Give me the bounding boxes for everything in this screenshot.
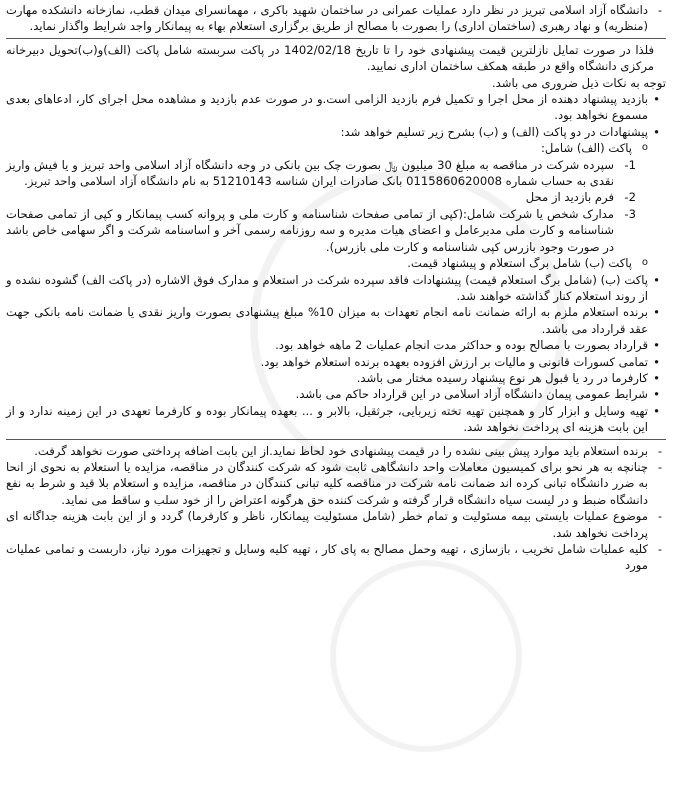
divider xyxy=(6,38,666,39)
rule-item: - کلیه عملیات شامل تخریب ، بازسازی ، تهیه وحمل مصالح به پای کار ، تهیه کلیه وسایل و تجهیزات مورد نیاز، داربست و تمامی عملیات مورد xyxy=(6,541,666,574)
packet-a-item xyxy=(6,189,666,205)
rule-item: • برنده استعلام ملزم به ارائه ضمانت نامه انجام تعهدات به میزان 10% مبلغ پیشنهادی بصورت واریز نقدی یا ضمانت نامه بانکی جهت عقد قرارداد می باشد. xyxy=(6,304,666,337)
packet-a-item xyxy=(6,157,666,190)
rule-item: - چنانچه به هر نحو برای کمیسیون معاملات واحد دانشگاهی ثابت شود که شرکت کنندگان در مناقصه، مزایده یا استعلام به نحوی از انحا به ضرر دانشگاه تبانی کرده اند ضمانت نامه شرکت در مناقصه کلیه تبانی کنندگان در مناقصه، مزایده و استعلام بلا قید و شرط به نفع دانشگاه ضبط و در لیست سیاه دانشگاه قرار گرفته و شرکت کننده حق هرگونه اعتراض را از خود سلب و ساقط می نماید. xyxy=(6,459,666,508)
divider xyxy=(6,439,666,440)
packet-a-item xyxy=(6,206,666,255)
packet-a-item-number: 3- xyxy=(624,206,636,221)
packet-a-title: o پاکت (الف) شامل: xyxy=(6,140,666,156)
rule-item: • قرارداد بصورت با مصالح بوده و حداکثر مدت انجام عملیات 2 ماهه خواهد بود. xyxy=(6,337,666,353)
packets-rule: • پیشنهادات در دو پاکت (الف) و (ب) بشرح زیر تسلیم خواهد شد: xyxy=(6,124,666,140)
rule-item: • تمامی کسورات قانونی و مالیات بر ارزش افزوده بعهده برنده استعلام خواهد بود. xyxy=(6,354,666,370)
packet-a-item-text: مدارک شخص یا شرکت شامل:(کپی از تمامی صفحات شناسنامه و کارت ملی و پروانه کسب پیمانکار و کپی از تمامی صفحات شناسنامه و کارت ملی مدیرعامل و اعضای هیات مدیره و سه روزنامه رسمی آخر و اساسنامه شرکت و اگر سهامی خاص باشد در صورت وجود بازرس کپی شناسنامه و کارت ملی بازرس). xyxy=(6,206,614,254)
packet-a-item-text: فرم بازدید از محل xyxy=(525,190,614,205)
visit-rule: • بازدید پیشنهاد دهنده از محل اجرا و تکمیل فرم بازدید الزامی است.و در صورت عدم بازدید و مشاهده محل اجرای کار، ادعاهای بعدی مسموع نخواهد بود. xyxy=(6,91,666,124)
rule-item: • پاکت (ب) (شامل برگ استعلام قیمت) پیشنهادات فاقد سپرده شرکت در استعلام و مدارک فوق الاشاره (در پاکت الف) گشوده نشده و از روند استعلام کنار گذاشته خواهند شد. xyxy=(6,272,666,305)
rule-item: - موضوع عملیات بایستی بیمه مسئولیت و تمام خطر (شامل مسئولیت پیمانکار، ناظر و کارفرما) گردد و از این بابت هزینه جداگانه ای پرداخت نخواهد شد. xyxy=(6,508,666,541)
rule-item: • تهیه وسایل و ابزار کار و همچنین تهیه تخته زیربایی، جرثقیل، بالابر و ... بعهده پیمانکار بوده و کارفرما تعهدی در این زمینه ندارد و از این بابت هزینه ای پرداخت نخواهد شد. xyxy=(6,403,666,436)
rule-item: • کارفرما در رد یا قبول هر نوع پیشنهاد رسیده مختار می باشد. xyxy=(6,370,666,386)
deadline-paragraph: فلذا در صورت تمایل نازلترین قیمت پیشنهادی خود را تا تاریخ 1402/02/18 در پاکت سربسته شامل پاکت (الف)و(ب)تحویل دبیرخانه مرکزی دانشگاه واقع در طبقه همکف ساختمان اداری نمایید. xyxy=(6,42,655,74)
intro-paragraph: - دانشگاه آزاد اسلامی تبریز در نظر دارد عملیات عمرانی در ساختمان شهید باکری ، مهمانسرای میدان قطب، نمازخانه دانشکده مهارت (منظریه) و نهاد رهبری (ساختمان اداری) را بصورت با مصالح از طریق برگزاری استعلام بهاء به پیمانکار واجد شرایط واگذار نماید. xyxy=(6,2,666,35)
packet-a-item-number: 1- xyxy=(624,157,636,172)
rule-item: - برنده استعلام باید موارد پیش بینی نشده را در قیمت پیشنهادی خود لحاظ نماید.از این بابت اضافه پرداختی صورت نخواهد گرفت. xyxy=(6,443,666,459)
packet-a-item-text: سپرده شرکت در مناقصه به مبلغ 30 میلیون ﷼ بصورت چک بین بانکی در وجه دانشگاه آزاد اسلامی واحد تبریز و یا فیش واریز نقدی به حساب شماره 0115860620008 بانک صادرات ایران شناسه 51210143 به نام دانشگاه آزاد اسلامی واحد تبریز. xyxy=(6,157,615,189)
rule-item: • شرایط عمومی پیمان دانشگاه آزاد اسلامی در این قرارداد حاکم می باشد. xyxy=(6,386,666,402)
packet-b-title: o پاکت (ب) شامل برگ استعلام و پیشنهاد قیمت. xyxy=(6,255,666,271)
packet-a-item-number: 2- xyxy=(624,190,636,205)
note-heading: توجه به نکات ذیل ضروری می باشد. xyxy=(491,75,666,90)
